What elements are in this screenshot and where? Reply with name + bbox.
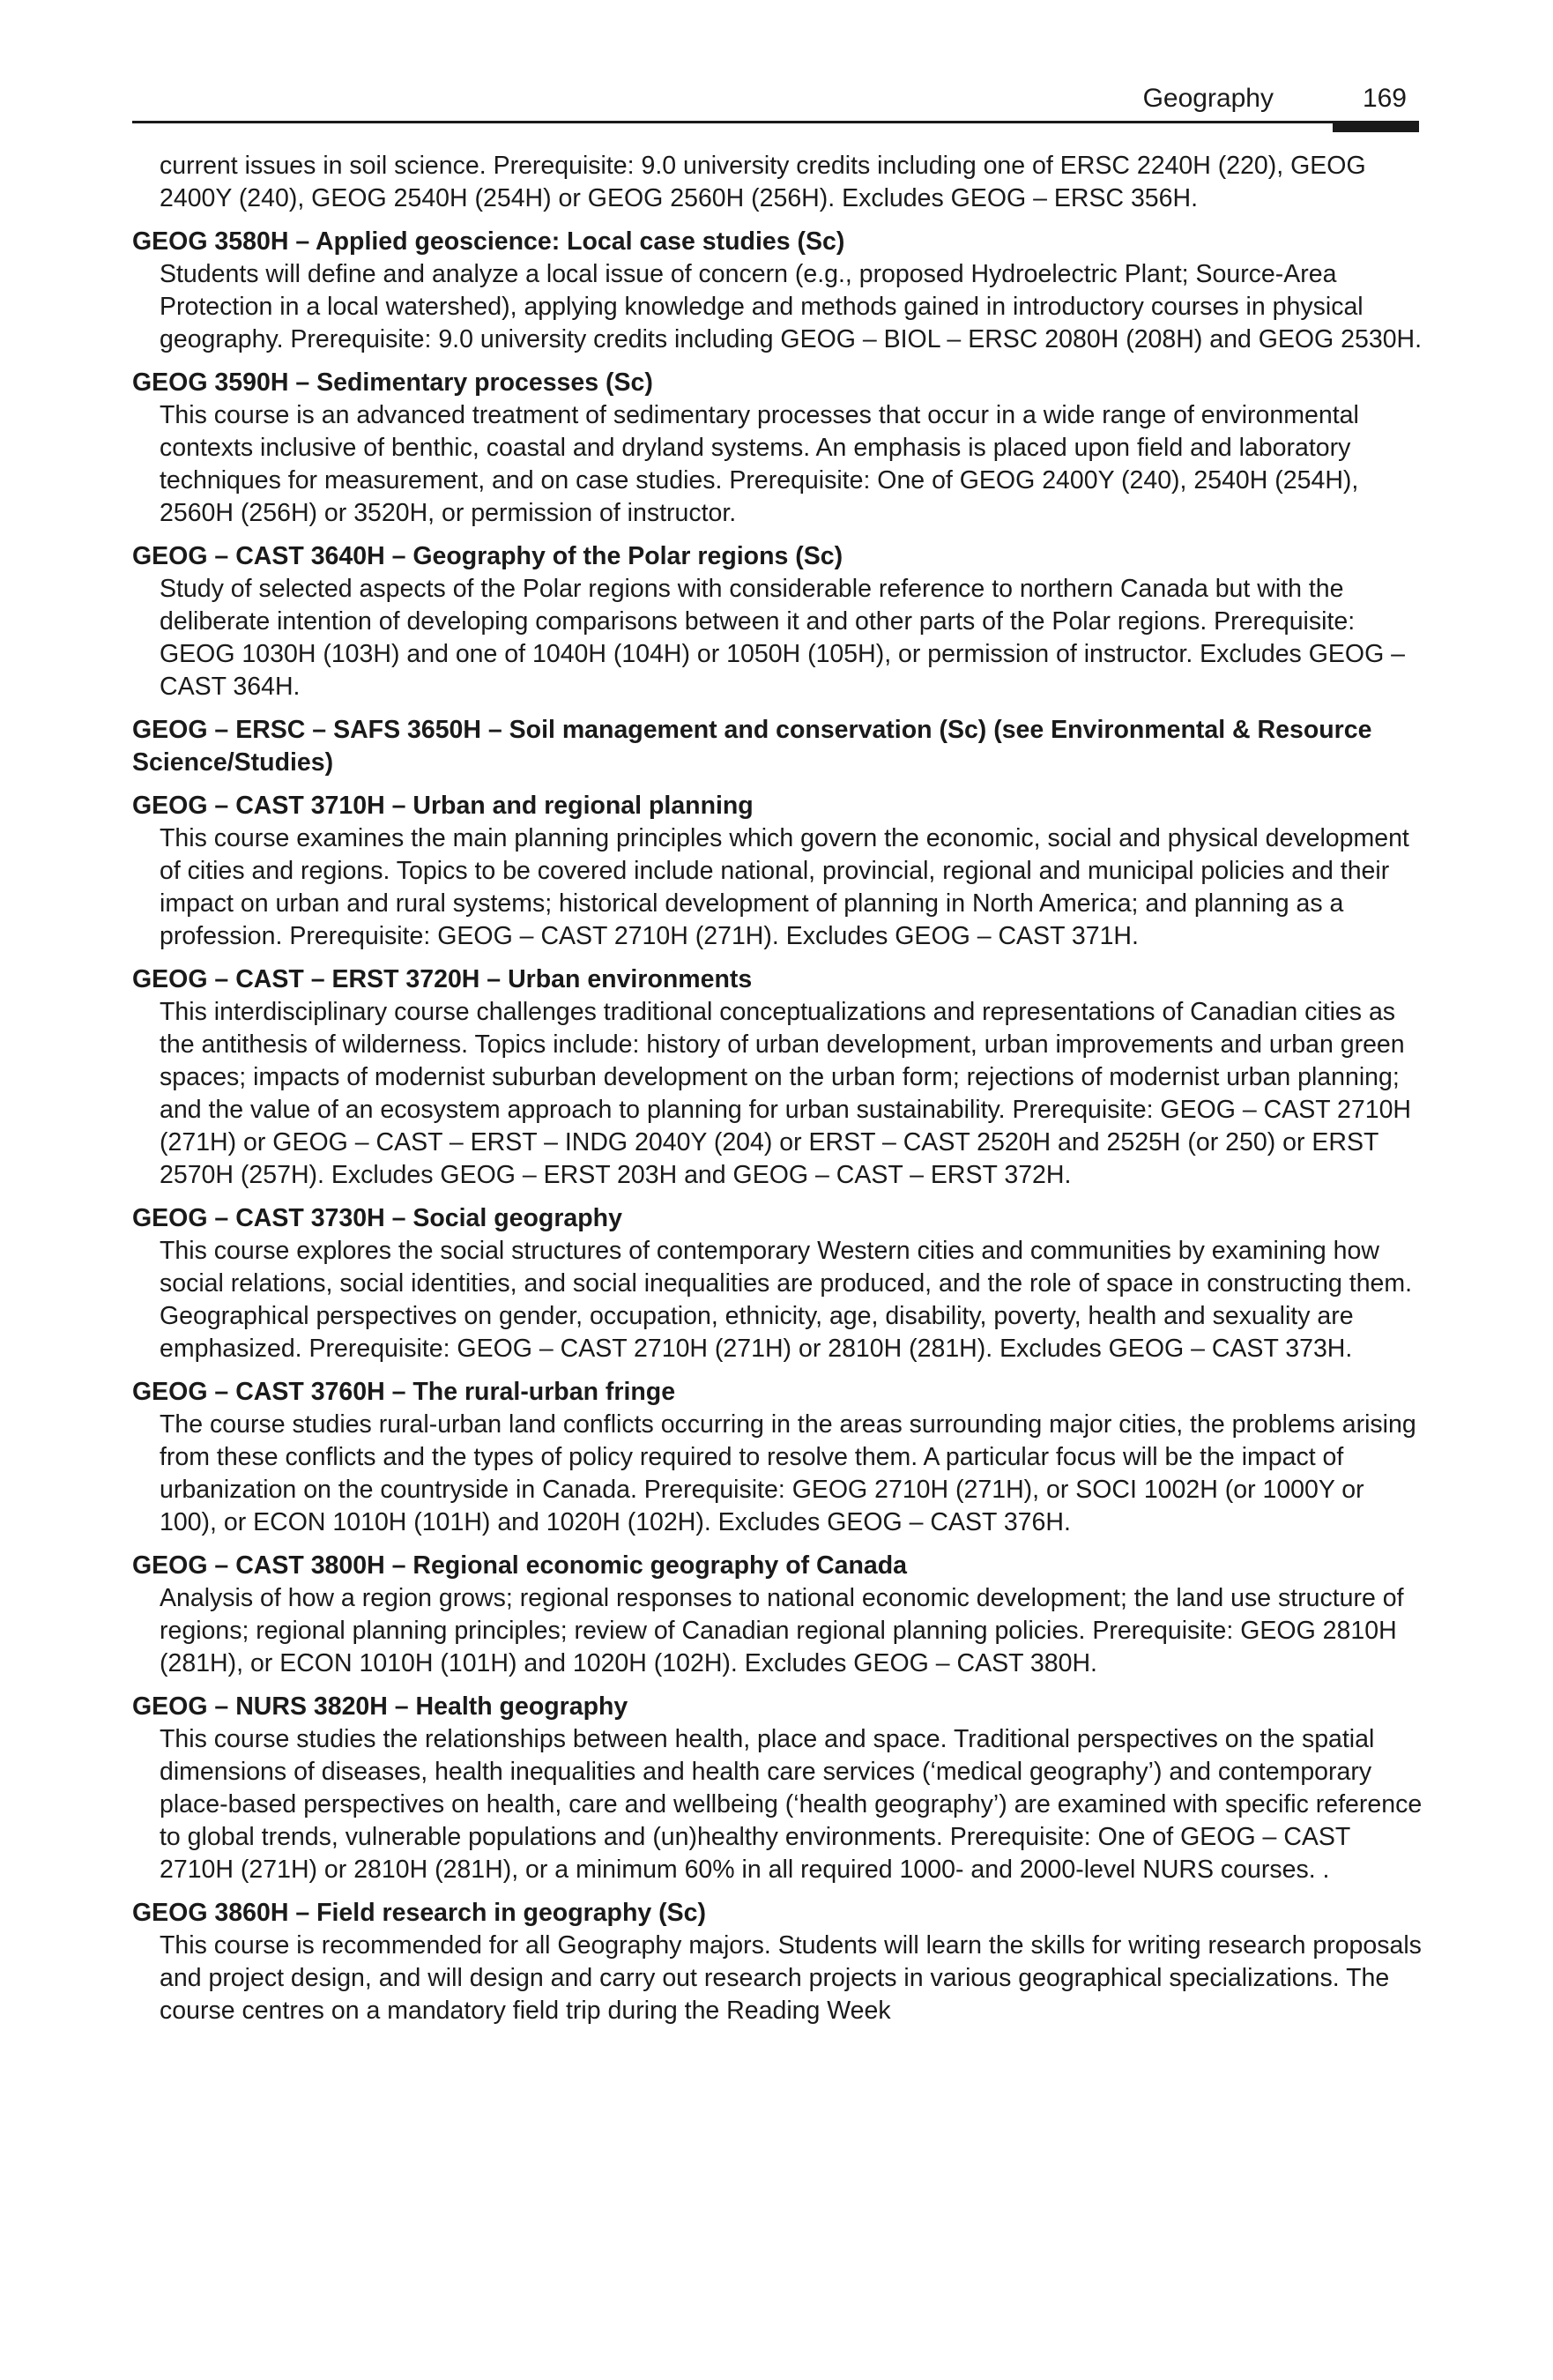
course-description: Students will define and analyze a local issue of concern (e.g., proposed Hydroelectric Plant; Source-Area Protection in a local watershed), applying knowledge and methods gained in introductory courses in physical geography. Prerequisite: 9.0 university credits including GEOG – BIOL – ERSC 2080H (208H) and GEOG 2530H.: [160, 260, 1423, 353]
course-entry: [132, 1550, 1423, 1680]
course-entry: [132, 226, 1423, 356]
course-description: This course explores the social structures of contemporary Western cities and communities by examining how social relations, social identities, and social inequalities are produced, and the role of space in constructing them. Geographical perspectives on gender, occupation, ethnicity, age, disability, poverty, health and sexuality are emphasized. Prerequisite: GEOG – CAST 2710H (271H) or 2810H (281H). Excludes GEOG – CAST 373H.: [160, 1237, 1413, 1363]
section-name: Geography: [1142, 84, 1274, 113]
course-description: This course is recommended for all Geography majors. Students will learn the skills for writing research proposals and project design, and will design and carry out research projects in various geographical specializations. The course centres on a mandatory field trip during the Reading Week: [160, 1931, 1422, 2025]
course-title: GEOG – CAST 3800H – Regional economic geography of Canada: [132, 1551, 907, 1580]
course-entry: [132, 1897, 1423, 2027]
course-title: GEOG – CAST – ERST 3720H – Urban environments: [132, 965, 753, 993]
running-header: [132, 81, 1419, 123]
course-description: This course studies the relationships between health, place and space. Traditional perspectives on the spatial dimensions of diseases, health inequalities and health care services (‘medical geography’) and contemporary place-based perspectives on health, care and wellbeing (‘health geography’) are examined with specific reference to global trends, vulnerable populations and (un)healthy environments. Prerequisite: One of GEOG – CAST 2710H (271H) or 2810H (281H), or a minimum 60% in all required 1000- and 2000-level NURS courses. .: [160, 1725, 1423, 1884]
continued-description: current issues in soil science. Prerequisite: 9.0 university credits including one of ERSC 2240H (220), GEOG 2400Y (240), GEOG 2540H (254H) or GEOG 2560H (256H). Excludes GEOG – ERSC 356H.: [160, 152, 1366, 212]
course-description: This course examines the main planning principles which govern the economic, social and physical development of cities and regions. Topics to be covered include national, provincial, regional and municipal policies and their impact on urban and rural systems; historical development of planning in North America; and planning as a profession. Prerequisite: GEOG – CAST 2710H (271H). Excludes GEOG – CAST 371H.: [160, 824, 1409, 950]
course-entry: [132, 1376, 1423, 1539]
course-entry: [132, 714, 1423, 779]
course-title: GEOG 3590H – Sedimentary processes (Sc): [132, 368, 653, 397]
course-title: GEOG – CAST 3710H – Urban and regional planning: [132, 792, 754, 820]
course-title: GEOG – ERSC – SAFS 3650H – Soil management and conservation (Sc) (see Environmental & Resource Science/Studies): [132, 716, 1372, 777]
course-title: GEOG 3860H – Field research in geography (Sc): [132, 1899, 706, 1927]
header-rule: [132, 121, 1419, 123]
course-title: GEOG – CAST 3760H – The rural-urban fringe: [132, 1378, 676, 1406]
course-title: GEOG 3580H – Applied geoscience: Local case studies (Sc): [132, 227, 845, 256]
course-description: The course studies rural-urban land conflicts occurring in the areas surrounding major cities, the problems arising from these conflicts and the types of policy required to resolve them. A particular focus will be the impact of urbanization on the countryside in Canada. Prerequisite: GEOG 2710H (271H), or SOCI 1002H (or 1000Y or 100), or ECON 1010H (101H) and 1020H (102H). Excludes GEOG – CAST 376H.: [160, 1410, 1416, 1536]
course-title: GEOG – NURS 3820H – Health geography: [132, 1692, 628, 1721]
course-entry: [132, 1202, 1423, 1365]
page-number: 169: [1362, 84, 1407, 113]
course-description: This interdisciplinary course challenges traditional conceptualizations and representations of Canadian cities as the antithesis of wilderness. Topics include: history of urban development, urban improvements and urban green spaces; impacts of modernist suburban development on the urban form; rejections of modernist urban planning; and the value of an ecosystem approach to planning for urban sustainability. Prerequisite: GEOG – CAST 2710H (271H) or GEOG – CAST – ERST – INDG 2040Y (204) or ERST – CAST 2520H and 2525H (or 250) or ERST 2570H (257H). Excludes GEOG – ERST 203H and GEOG – CAST – ERST 372H.: [160, 998, 1412, 1189]
course-entry: [132, 963, 1423, 1192]
header-tab-marker: [1333, 121, 1419, 132]
course-entry: [132, 1691, 1423, 1886]
course-title: GEOG – CAST 3640H – Geography of the Polar regions (Sc): [132, 542, 843, 570]
course-description: Study of selected aspects of the Polar regions with considerable reference to northern Canada but with the deliberate intention of developing comparisons between it and other parts of the Polar regions. Prerequisite: GEOG 1030H (103H) and one of 1040H (104H) or 1050H (105H), or permission of instructor. Excludes GEOG – CAST 364H.: [160, 575, 1406, 701]
course-title: GEOG – CAST 3730H – Social geography: [132, 1204, 622, 1232]
course-entry: [132, 790, 1423, 953]
course-description: This course is an advanced treatment of sedimentary processes that occur in a wide range of environmental contexts inclusive of benthic, coastal and dryland systems. An emphasis is placed upon field and laboratory techniques for measurement, and on case studies. Prerequisite: One of GEOG 2400Y (240), 2540H (254H), 2560H (256H) or 3520H, or permission of instructor.: [160, 401, 1359, 527]
course-entry: [132, 540, 1423, 703]
course-entry: [132, 367, 1423, 530]
course-listing: [132, 150, 1423, 2038]
course-description: Analysis of how a region grows; regional responses to national economic development; the land use structure of regions; regional planning principles; review of Canadian regional planning policies. Prerequisite: GEOG 2810H (281H), or ECON 1010H (101H) and 1020H (102H). Excludes GEOG – CAST 380H.: [160, 1584, 1404, 1677]
